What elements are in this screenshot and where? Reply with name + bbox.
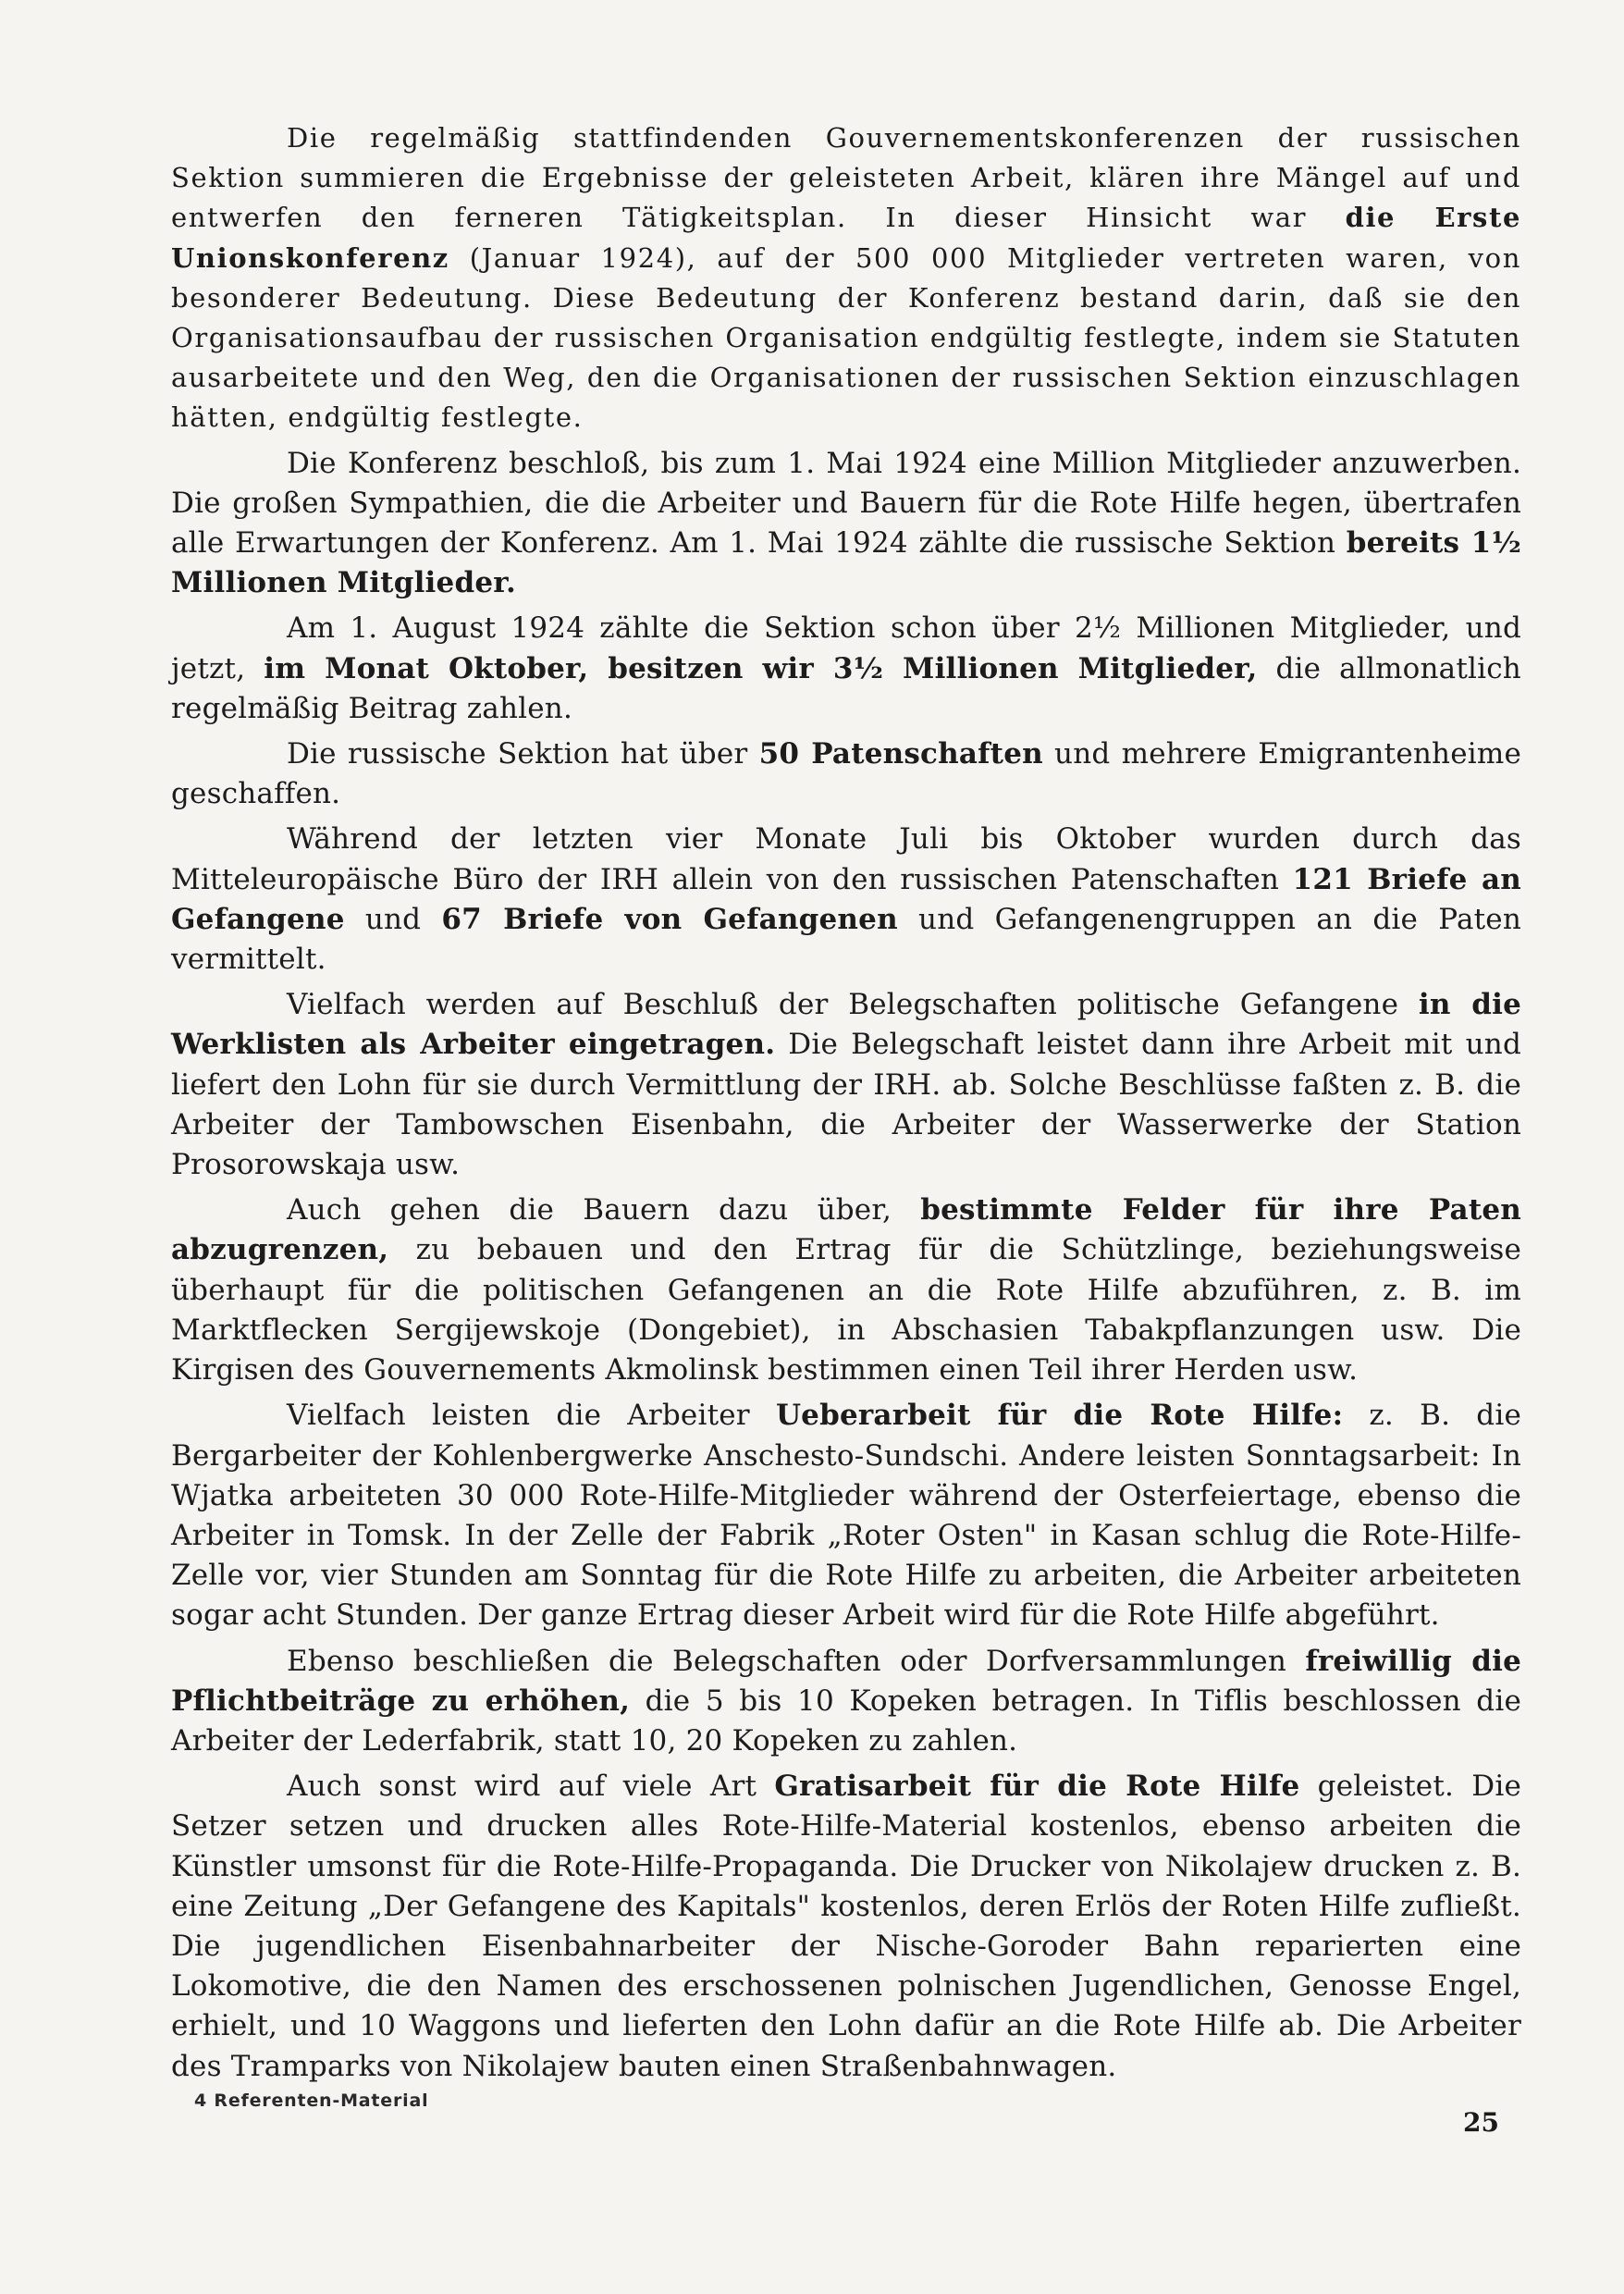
paragraph-text: Ebenso beschließen die Belegschaften oder Dorfversammlungen bbox=[287, 1644, 1306, 1678]
paragraph-text: Auch sonst wird auf viele Art bbox=[287, 1770, 775, 1804]
paragraph-text: (Januar 1924), auf der 500 000 Mitglieder vertreten waren, von besonderer Bedeutung. Diese Bedeutung der Konferenz bestand darin, daß sie den Organisationsaufbau der russischen Organisation endgültig festlegte, indem sie Statuten ausarbeitete und den Weg, den die Organisationen der russischen Sektion einzuschlagen hätten, endgültig festlegte. bbox=[171, 241, 1521, 434]
paragraph-text: Die regelmäßig stattfindenden Gouvernementskonferenzen der russischen Sektion summieren die Ergebnisse der geleisteten Arbeit, klären ihre Mängel auf und entwerfen den ferneren Tätigkeitsplan. In dieser Hinsicht war bbox=[171, 122, 1521, 234]
emphasized-text: die Erste Unionskonferenz bbox=[171, 202, 1522, 274]
paragraph-text: die 5 bis 10 Kopeken betragen. In Tiflis beschlossen die Arbeiter der Lederfabrik, statt 10, 20 Kopeken zu zahlen. bbox=[171, 1684, 1521, 1758]
page-number: 25 bbox=[1463, 2107, 1499, 2138]
emphasized-text: bestimmte Felder für ihre Paten abzugrenzen, bbox=[171, 1193, 1521, 1267]
paragraph-text: Am 1. August 1924 zählte die Sektion schon über 2½ Millionen Mitglieder, und jetzt, bbox=[171, 611, 1521, 685]
paragraph bbox=[171, 609, 1521, 729]
paragraph-text: zu bebauen und den Ertrag für die Schützlinge, beziehungsweise überhaupt für die politischen Gefangenen an die Rote Hilfe abzuführen, z. B. im Marktflecken Sergijewskoje (Dongebiet), in Abschasien Tabakpflanzungen usw. Die Kirgisen des Gouvernements Akmolinsk bestimmen einen Teil ihrer Herden usw. bbox=[171, 1233, 1521, 1388]
paragraph bbox=[171, 985, 1521, 1185]
emphasized-text: 67 Briefe von Gefangenen bbox=[441, 902, 898, 936]
paragraph-text: Auch gehen die Bauern dazu über, bbox=[287, 1193, 921, 1227]
paragraph bbox=[171, 444, 1521, 604]
emphasized-text: 50 Patenschaften bbox=[758, 737, 1043, 771]
paragraph-text: Die Belegschaft leistet dann ihre Arbeit mit und liefert den Lohn für sie durch Vermittlung der IRH. ab. Solche Beschlüsse faßten z. B. die Arbeiter der Tambowschen Eisenbahn, die Arbeiter der Wasserwerke der Station Prosorowskaja usw. bbox=[171, 1028, 1521, 1182]
paragraph-text: und mehrere Emigrantenheime geschaffen. bbox=[171, 737, 1521, 811]
paragraph bbox=[171, 820, 1521, 980]
paragraph bbox=[171, 1396, 1521, 1635]
paragraph bbox=[171, 1190, 1521, 1390]
emphasized-text: Ueberarbeit für die Rote Hilfe: bbox=[775, 1399, 1344, 1433]
emphasized-text: freiwillig die Pflichtbeiträge zu erhöhen, bbox=[171, 1644, 1521, 1718]
emphasized-text: Gratisarbeit für die Rote Hilfe bbox=[774, 1770, 1300, 1804]
paragraph-text: Die russische Sektion hat über bbox=[287, 737, 759, 771]
emphasized-text: in die Werklisten als Arbeiter eingetragen. bbox=[171, 988, 1521, 1062]
footnote-signature: 4 Referenten-Material bbox=[194, 2090, 429, 2111]
paragraph bbox=[171, 1642, 1521, 1762]
emphasized-text: 121 Briefe an Gefangene bbox=[171, 862, 1521, 936]
paragraph bbox=[171, 1767, 1521, 2087]
paragraph-text: z. B. die Bergarbeiter der Kohlenbergwerke Anschesto-Sundschi. Andere leisten Sonntagsarbeit: In Wjatka arbeiteten 30 000 Rote-Hilfe-Mitglieder während der Osterfeiertage, ebenso die Arbeiter in Tomsk. In der Zelle der Fabrik „Roter Osten" in Kasan schlug die Rote-Hilfe-Zelle vor, vier Stunden am Sonntag für die Rote Hilfe zu arbeiten, die Arbeiter arbeiteten sogar acht Stunden. Der ganze Ertrag dieser Arbeit wird für die Rote Hilfe abgeführt. bbox=[171, 1399, 1521, 1633]
paragraph-text: geleistet. Die Setzer setzen und drucken alles Rote-Hilfe-Material kostenlos, ebenso arbeiten die Künstler umsonst für die Rote-Hilfe-Propaganda. Die Drucker von Nikolajew drucken z. B. eine Zeitung „Der Gefangene des Kapitals" kostenlos, deren Erlös der Roten Hilfe zufließt. Die jugendlichen Eisenbahnarbeiter der Nische-Goroder Bahn reparierten eine Lokomotive, die den Namen des erschossenen polnischen Jugendlichen, Genosse Engel, erhielt, und 10 Waggons und lieferten den Lohn dafür an die Rote Hilfe ab. Die Arbeiter des Tramparks von Nikolajew bauten einen Straßenbahnwagen. bbox=[171, 1770, 1521, 2083]
paragraph-text: Vielfach werden auf Beschluß der Belegschaften politische Gefangene bbox=[287, 988, 1419, 1022]
paragraph-text: Während der letzten vier Monate Juli bis Oktober wurden durch das Mitteleuropäische Büro der IRH allein von den russischen Patenschaften bbox=[171, 822, 1521, 896]
paragraph bbox=[171, 734, 1521, 814]
body-text bbox=[171, 118, 1521, 2092]
paragraph bbox=[171, 118, 1521, 438]
paragraph-text: und bbox=[344, 902, 442, 936]
emphasized-text: bereits 1½ Millionen Mitglieder. bbox=[171, 526, 1521, 600]
emphasized-text: im Monat Oktober, besitzen wir 3½ Millionen Mitglieder, bbox=[264, 651, 1258, 685]
paragraph-text: die allmonatlich regelmäßig Beitrag zahlen. bbox=[171, 651, 1521, 725]
paragraph-text: Die Konferenz beschloß, bis zum 1. Mai 1924 eine Million Mitglieder anzuwerben. Die großen Sympathien, die die Arbeiter und Bauern für die Rote Hilfe hegen, übertrafen alle Erwartungen der Konferenz. Am 1. Mai 1924 zählte die russische Sektion bbox=[171, 446, 1521, 561]
paragraph-text: und Gefangenengruppen an die Paten vermittelt. bbox=[171, 902, 1522, 977]
paragraph-text: Vielfach leisten die Arbeiter bbox=[287, 1399, 776, 1433]
